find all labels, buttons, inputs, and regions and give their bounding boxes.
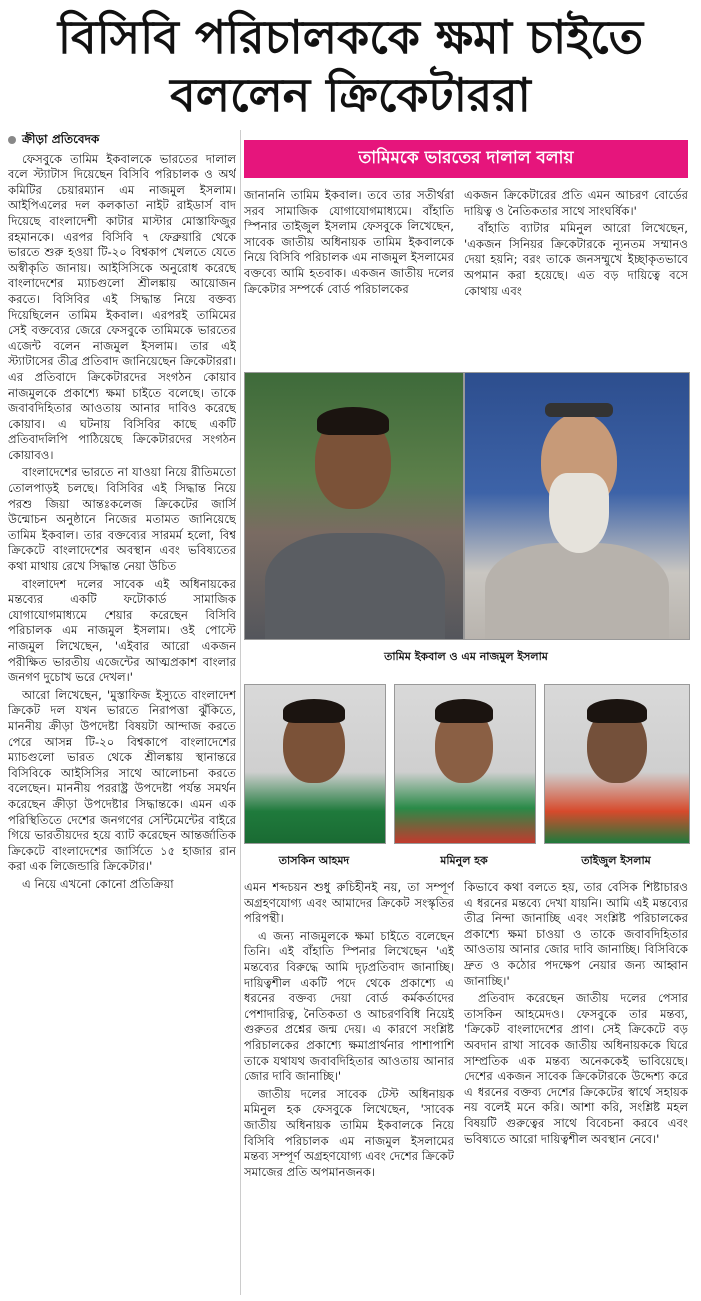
photo-tamim-iqbal — [244, 372, 464, 640]
paragraph: এ নিয়ে এখনো কোনো প্রতিক্রিয়া — [22, 876, 174, 891]
column-3-top — [464, 188, 688, 368]
paragraph: বাংলাদেশের ভারতে না যাওয়া নিয়ে রীতিমতো তোলপাড়ই চলছে। বিসিবির এই সিদ্ধান্ত নিয়ে পরশু জিয়া আন্তঃকলেজ ক্রিকেটের জার্সি উন্মোচন অনুষ্ঠানে নিজের মতামত জানিয়েছে তামিম ইকবাল। তার বক্তব্যের সারমর্ম হলো, বিশ্ব ক্রিকেটে বাংলাদেশের অবস্থান এবং ভবিষ্যতের কথা মাথায় রেখে সিদ্ধান্ত নেয়া উচিত — [8, 465, 236, 574]
photo-najmul-islam — [464, 372, 690, 640]
bullet-icon — [8, 136, 16, 144]
column-3-bottom — [464, 880, 688, 1295]
caption-taijul: তাইজুল ইসলাম — [581, 854, 651, 867]
paragraph: একজন ক্রিকেটারের প্রতি এমন আচরণ বোর্ডের দায়িত্ব ও নৈতিকতার সাথে সাংঘর্ষিক।' — [464, 188, 688, 218]
photo-taskin-ahmed — [244, 684, 386, 844]
column-1 — [8, 132, 236, 1297]
byline — [8, 132, 236, 148]
caption-taskin: তাসকিন আহমদ — [278, 854, 350, 867]
paragraph: জাতীয় দলের সাবেক টেস্ট অধিনায়ক মমিনুল হক ফেসবুকে লিখেছেন, 'সাবেক জাতীয় অধিনায়ক তামিম ইকবালকে নিয়ে বিসিবি পরিচালক এম নাজমুল ইসলামের মন্তব্য সম্পূর্ণ অগ্রহণযোগ্য এবং দেশের ক্রিকেট সমাজের প্রতি অপমানজনক। — [244, 1086, 454, 1179]
paragraph: কিভাবে কথা বলতে হয়, তার বেসিক শিষ্টাচারও এ ধরনের মন্তব্যে দেখা যায়নি। আমি এই মন্তব্যের তীব্র নিন্দা জানাচ্ছি এবং সংশ্লিষ্ট পরিচালকের প্রকাশ্যে ক্ষমা চাওয়া ও তাকে জবাবদিহিতার আওতায় আনার জোর দাবি জানাচ্ছি। বিসিবিকে দ্রুত ও কঠোর পদক্ষেপ নেয়ার জন্য আহ্বান জানাচ্ছি।' — [464, 880, 688, 988]
paragraph: বাংলাদেশ দলের সাবেক এই অধিনায়কের মন্তব্যের একটি ফটোকার্ড সামাজিক যোগাযোগমাধ্যমে শেয়ার করেছেন বিসিবি পরিচালক এম নাজমুল ইসলাম। ওই পোস্টে নাজমুল লিখেছেন, 'এইবার আরো একজন পরীক্ষিত ভারতীয় এজেন্টের আত্মপ্রকাশ বাংলার জনগণ দুচোখ ভরে দেখল।' — [8, 576, 236, 685]
caption-main-photos: তামিম ইকবাল ও এম নাজমুল ইসলাম — [384, 650, 548, 663]
paragraph: ফেসবুকে তামিম ইকবালকে ভারতের দালাল বলে স্ট্যাটাস দিয়েছেন বিসিবি পরিচালক ও অর্থ কমিটির চেয়ারম্যান এম নাজমুল ইসলাম। আইপিএলের দল কলকাতা নাইট রাইডার্স বাদ দিয়েছে বাংলাদেশী কাটার মাস্টার মোস্তাফিজুর রহমানকে। এরপর বিসিবি ৭ ফেব্রুয়ারি থেকে ভারতে শুরু হওয়া টি-২০ বিশ্বকাপ খেলতে যেতে অস্বীকৃতি জানায়। আইসিসিকে অনুরোধ করেছে বাংলাদেশের ম্যাচগুলো শ্রীলঙ্কায় আয়োজন করতে। বিসিবির এই সিদ্ধান্ত নিয়ে বক্তব্য দিয়েছিলেন তামিম ইকবাল। এরপরই তামিমের সেই বক্তব্যের জেরে ফেসবুকে তামিমকে ভারতের এজেন্ট বলেন নাজমুল ইসলাম। তার এই স্ট্যাটাসের তীব্র প্রতিবাদ জানিয়েছেন ক্রিকেটাররা। এর প্রতিবাদে ক্রিকেটারদের সংগঠন কোয়াব নাজমুলকে প্রকাশ্যে ক্ষমা চাইতে বলেছে। তাকে জবাবদিহিতার আওতায় আনার দাবিও করেছে কোয়াব। এ ঘটনায় বিসিবির কাছে একটি প্রতিবাদলিপি পাঠিয়েছে ক্রিকেটারদের সংগঠন কোয়াবও। — [8, 151, 236, 462]
photo-mominul-haque — [394, 684, 536, 844]
headline-line-1: বিসিবি পরিচালককে ক্ষমা চাইতে — [57, 10, 644, 64]
section-banner: তামিমকে ভারতের দালাল বলায় — [244, 140, 688, 178]
headline-line-2: বললেন ক্রিকেটাররা — [170, 68, 531, 122]
headline — [0, 8, 701, 124]
paragraph: বাঁহাতি ব্যাটার মমিনুল আরো লিখেছেন, 'একজন সিনিয়র ক্রিকেটারকে ন্যূনতম সম্মানও দেয়া হয়নি; বরং তাকে জনসম্মুখে ইচ্ছাকৃতভাবে অপমান করা হয়েছে। এত বড় দায়িত্বে বসে কোথায় এবং — [464, 221, 688, 298]
caption-mominul: মমিনুল হক — [440, 854, 488, 867]
paragraph: এমন শব্দচয়ন শুধু রুচিহীনই নয়, তা সম্পূর্ণ অগ্রহণযোগ্য এবং আমাদের ক্রিকেট সংস্কৃতির পরিপন্থী। — [244, 880, 454, 926]
photo-taijul-islam — [544, 684, 690, 844]
column-divider — [240, 130, 241, 1295]
column-2-bottom — [244, 880, 454, 1295]
paragraph: জানাননি তামিম ইকবাল। তবে তার সতীর্থরা সরব সামাজিক যোগাযোগমাধ্যমে। বাঁহাতি স্পিনার তাইজুল ইসলাম ফেসবুকে লিখেছেন, সাবেক জাতীয় অধিনায়ক তামিম ইকবালকে নিয়ে বিসিবি পরিচালক এম নাজমুল ইসলামের বক্তব্যে আমি হতবাক। একজন জাতীয় দলের ক্রিকেটার সম্পর্কে বোর্ড পরিচালকের — [244, 188, 454, 296]
paragraph: প্রতিবাদ করেছেন জাতীয় দলের পেসার তাসকিন আহমেদও। ফেসবুকে তার মন্তব্য, 'ক্রিকেট বাংলাদেশের প্রাণ। সেই ক্রিকেটে বড় অবদান রাখা সাবেক জাতীয় অধিনায়ককে ঘিরে সাম্প্রতিক এক মন্তব্য অনেককেই ভাবিয়েছে। দেশের একজন সাবেক ক্রিকেটারকে উদ্দেশ্য করে এ ধরনের বক্তব্য দেশের ক্রিকেটের স্বার্থে সহায়ক নয় বলেই মনে করি। আশা করি, সংশ্লিষ্ট মহল বিষয়টি গুরুত্বের সাথে বিবেচনা করবে এবং ভবিষ্যতে আরো দায়িত্বশীল অবস্থান নেবে।' — [464, 991, 688, 1146]
paragraph: আরো লিখেছেন, 'মুস্তাফিজ ইস্যুতে বাংলাদেশ ক্রিকেট দল যখন ভারতে নিরাপত্তা ঝুঁকিতে, মাননীয় ক্রীড়া উপদেষ্টা বিষয়টা আন্দাজ করতে পেরে আসন্ন টি-২০ বিশ্বকাপে বাংলাদেশের ম্যাচগুলো ভারত থেকে শ্রীলঙ্কায় স্থানান্তরে বিসিবিকে আইসিসির সাথে আলোচনা করতে বলেছেন। মাননীয় পররাষ্ট্র উপদেষ্টা পর্যন্ত সমর্থন করেছেন ক্রীড়া উপদেষ্টার সিদ্ধান্তকে। এমন এক পরিস্থিতিতে দেশের জনগণের সেন্টিমেন্টের বাইরে গিয়ে ভারতীয়দের হয়ে ব্যাট করেছেন আন্তর্জাতিক ক্রিকেটে বাংলাদেশের জার্সিতে ১৫ হাজার রান করা এক লিজেন্ডারি ক্রিকেটার।' — [8, 687, 236, 874]
paragraph: এ জন্য নাজমুলকে ক্ষমা চাইতে বলেছেন তিনি। এই বাঁহাতি স্পিনার লিখেছেন 'এই মন্তব্যের বিরুদ্ধে আমি দৃঢ়প্রতিবাদ জানাচ্ছি। দায়িত্বশীল একটি পদে থেকে প্রকাশ্যে এ ধরনের বক্তব্য দেয়া বোর্ড কর্মকর্তাদের পেশাদারিত্ব, নৈতিকতা ও আচরণবিধি নিয়েই গুরুতর প্রশ্নের জন্ম দেয়। এ কারণে সংশ্লিষ্ট পরিচালকের প্রকাশ্যে ক্ষমাপ্রার্থনার পাশাপাশি তাকে যথাযথ জবাবদিহিতার আওতায় আনার জোর দাবি জানাচ্ছি।' — [244, 928, 454, 1084]
byline-text: ক্রীড়া প্রতিবেদক — [22, 132, 100, 146]
column-2-top — [244, 188, 454, 368]
